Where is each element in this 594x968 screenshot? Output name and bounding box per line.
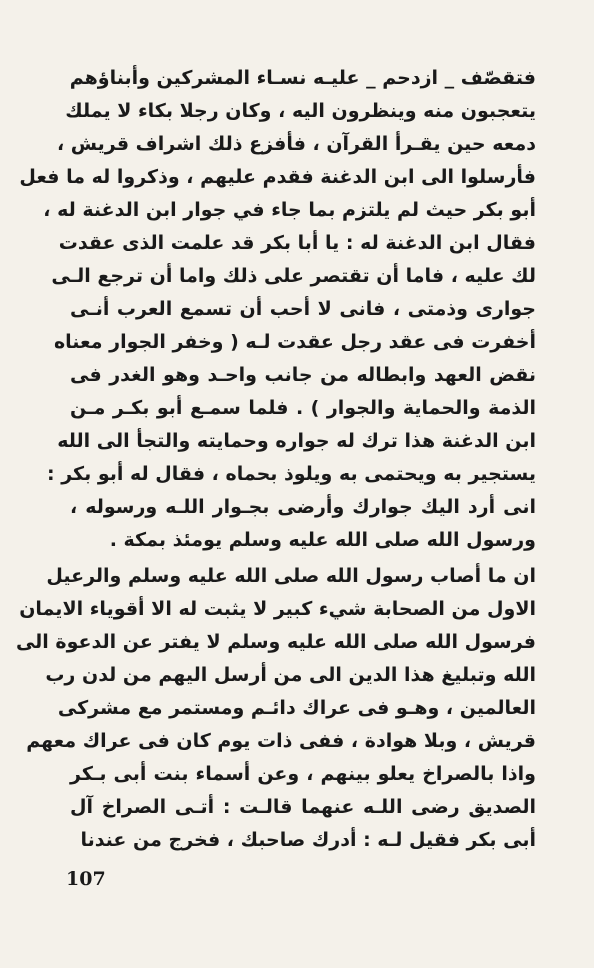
text-line: الاول من الصحابة شيء كبير لا يثبت له الا أقوياء الايمان: [19, 598, 536, 620]
text-line: يتعجبون منه وينظرون اليه ، وكان رجلا بكاء لا يملك: [65, 100, 536, 122]
paragraph-2: [15, 560, 536, 857]
text-line: قريش ، وبلا هوادة ، ففى ذات يوم كان فى عراك معهم: [26, 730, 536, 752]
paragraph-1: [19, 62, 536, 557]
text-line: أبو بكر حيث لم يلتزم بما جاء في جوار ابن الدغنة له ،: [43, 199, 536, 221]
text-line: جوارى وذمتى ، فانى لا أحب أن تسمع العرب أنـى: [70, 298, 536, 320]
text-line: أبى بكر فقيل لـه : أدرك صاحبك ، فخرج من عندنا: [80, 829, 536, 851]
text-line: واذا بالصراخ يعلو بينهم ، وعن أسماء بنت أبى بـكر: [70, 763, 536, 785]
text-line: نقض العهد وابطاله من جانب واحـد وهو الغدر فى: [70, 364, 536, 386]
text-line: فأرسلوا الى ابن الدغنة فقدم عليهم ، وذكروا له ما فعل: [19, 166, 536, 188]
text-line: ان ما أصاب رسول الله صلى الله عليه وسلم والرعيل: [46, 565, 536, 587]
text-line: انى أرد اليك جوارك وأرضى بجـوار اللـه ورسوله ،: [70, 496, 536, 518]
text-line: الصديق رضى اللـه عنهما قالـت : أتـى الصراخ آل: [70, 796, 536, 818]
text-line: أخفرت فى عقد رجل عقدت لـه ( وخفر الجوار معناه: [53, 331, 536, 353]
page-number: 107: [66, 868, 106, 890]
text-line: يستجير به ويحتمى به ويلوذ بحماه ، فقال له أبو بكر :: [47, 463, 536, 485]
text-line: الله وتبليغ هذا الدين الى من أرسل اليهم من لدن رب: [45, 664, 536, 686]
text-line: فرسول الله صلى الله عليه وسلم لا يفتر عن الدعوة الى: [15, 631, 536, 653]
text-line: دمعه حين يقـرأ القرآن ، فأفزع ذلك اشراف قريش ،: [56, 133, 536, 155]
text-line: العالمين ، وهـو فى عراك دائـم ومستمر مع مشركى: [57, 697, 536, 719]
text-line: ورسول الله صلى الله عليه وسلم يومئذ بمكة .: [109, 529, 536, 551]
text-line: فتقصّف _ ازدحم _ عليـه نسـاء المشركين وأبناؤهم: [69, 67, 536, 89]
text-line: فقال ابن الدغنة له : يا أبا بكر قد علمت الذى عقدت: [58, 232, 536, 254]
text-line: لك عليه ، فاما أن تقتصر على ذلك واما أن ترجع الـى: [51, 265, 536, 287]
text-line: ابن الدغنة هذا ترك له جواره وحمايته والتجأ الى الله: [57, 430, 536, 452]
text-line: الذمة والحماية والجوار ) . فلما سمـع أبو بكـر مـن: [70, 397, 536, 419]
